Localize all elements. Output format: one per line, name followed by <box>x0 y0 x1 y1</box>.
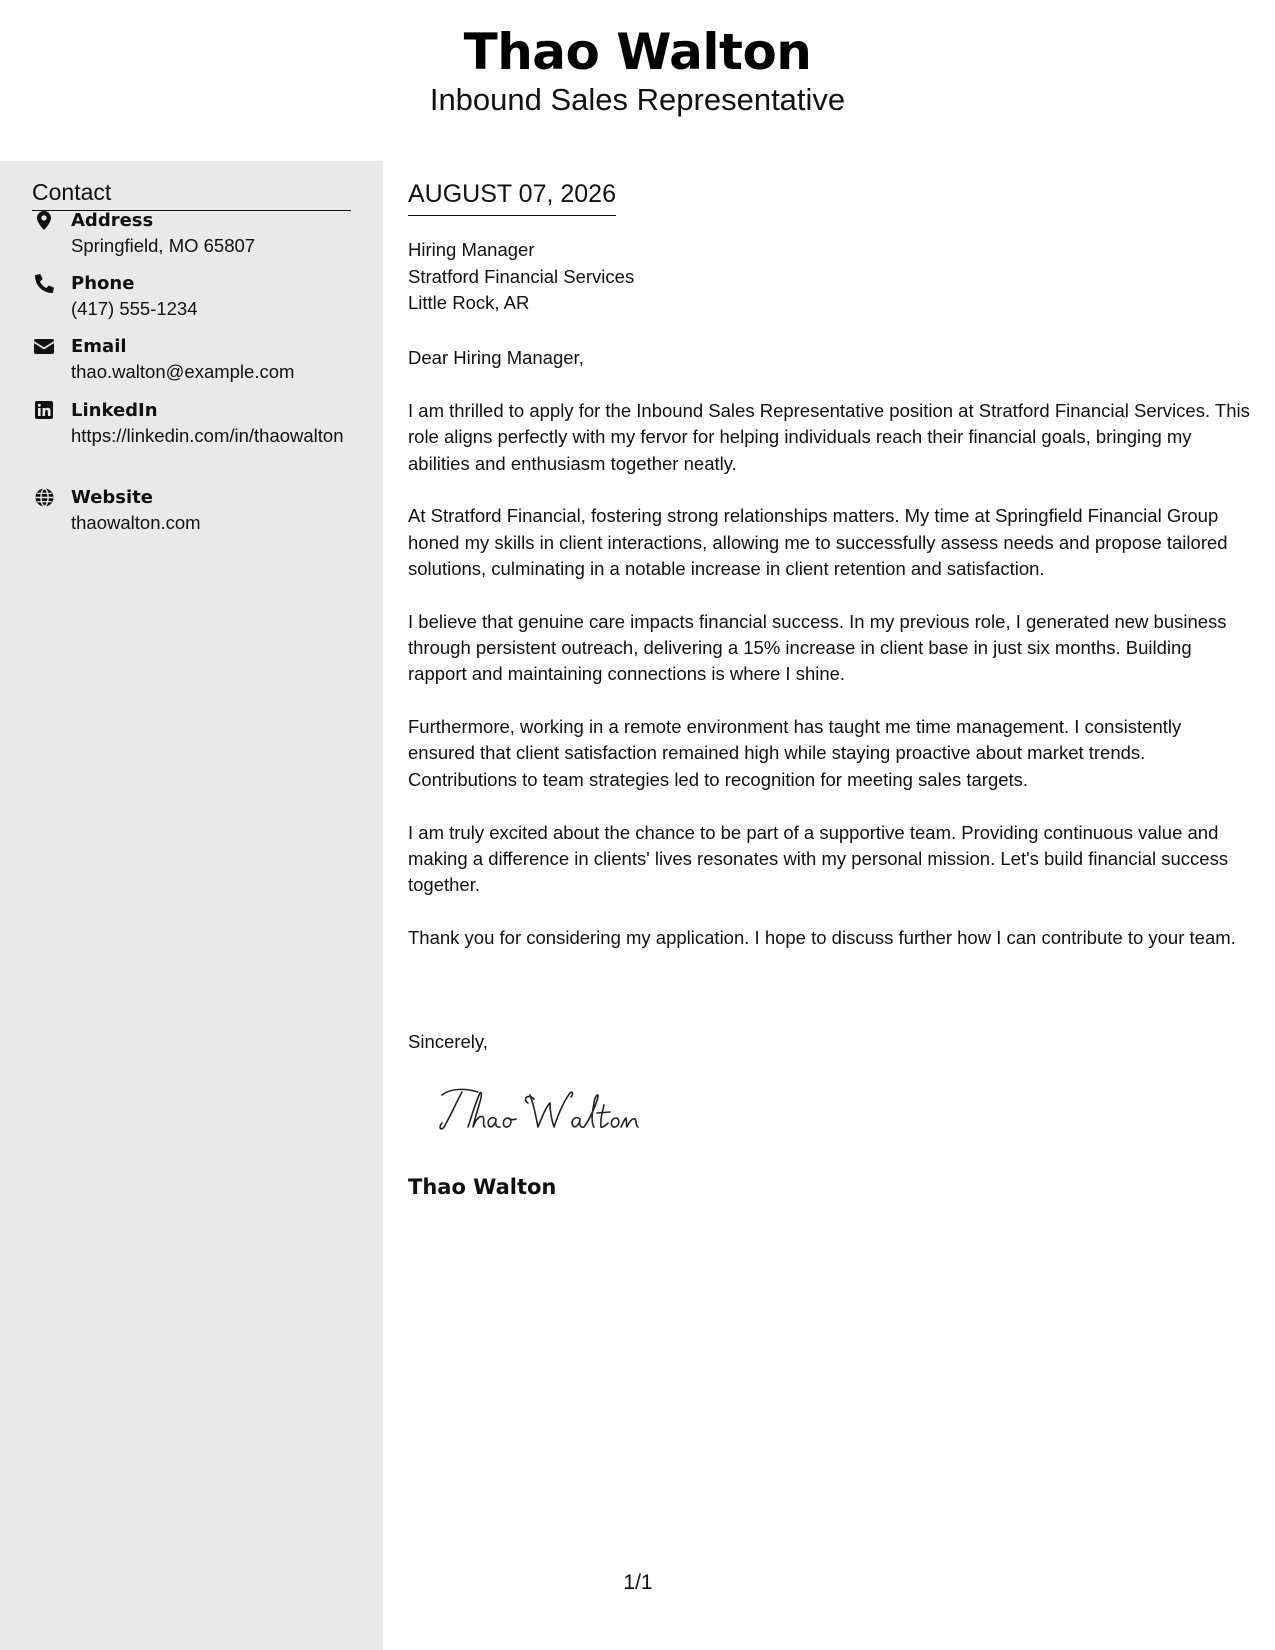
page-number: 1/1 <box>623 1571 653 1594</box>
letter-paragraphs <box>408 398 1253 978</box>
linkedin-value[interactable]: https://linkedin.com/in/thaowalton <box>71 425 344 446</box>
linkedin-icon <box>34 399 54 421</box>
letter-date: AUGUST 07, 2026 <box>408 179 616 216</box>
contact-label: Email <box>71 336 127 357</box>
paragraph: Furthermore, working in a remote environment has taught me time management. I consistently ensured that client satisfaction remained high while staying proactive about market trends. Contributions to team strategies led to recognition for meeting sales targets. <box>408 716 1182 790</box>
applicant-name: Thao Walton <box>463 23 812 81</box>
paragraph: I believe that genuine care impacts financial success. In my previous role, I generated new business through persistent outreach, delivering a 15% increase in client base in just six months. Building rapport and maintaining connections is where I shine. <box>408 610 1227 685</box>
phone-icon <box>34 272 54 294</box>
handwritten-signature <box>438 1083 643 1135</box>
address-value: Springfield, MO 65807 <box>71 235 256 256</box>
paragraph: Thank you for considering my application. I hope to discuss further how I can contribute to your team. <box>408 926 1236 948</box>
recipient-line: Hiring Manager <box>408 239 535 260</box>
signer-name: Thao Walton <box>408 1175 557 1199</box>
recipient-line: Stratford Financial Services <box>408 265 635 287</box>
email-value: thao.walton@example.com <box>71 361 295 382</box>
phone-value: (417) 555-1234 <box>71 298 198 319</box>
paragraph: I am truly excited about the chance to be part of a supportive team. Providing continuous value and making a difference in clients' lives resonates with my personal mission. Let's build financial success together. <box>408 821 1229 896</box>
contact-label: Address <box>71 210 154 231</box>
contact-sidebar <box>0 161 383 1650</box>
globe-icon <box>34 486 54 508</box>
applicant-title: Inbound Sales Representative <box>429 82 846 117</box>
recipient-line: Little Rock, AR <box>408 292 530 313</box>
envelope-icon <box>34 335 54 357</box>
paragraph: At Stratford Financial, fostering strong relationships matters. My time at Springfield Financial Group honed my skills in client interactions, allowing me to successfully assess needs and propose tailored solutions, culminating in a notable increase in client retention and satisfaction. <box>408 505 1228 579</box>
contact-label: LinkedIn <box>71 400 158 421</box>
map-pin-icon <box>34 209 54 231</box>
letter-header <box>0 0 1275 161</box>
closing: Sincerely, <box>408 1031 488 1052</box>
recipient-block <box>408 237 634 317</box>
contact-label: Phone <box>71 273 135 294</box>
website-value[interactable]: thaowalton.com <box>71 512 201 533</box>
salutation: Dear Hiring Manager, <box>408 347 584 368</box>
contact-label: Website <box>71 487 154 508</box>
contact-heading: Contact <box>32 177 351 211</box>
paragraph: I am thrilled to apply for the Inbound Sales Representative position at Stratford Financial Services. This role aligns perfectly with my fervor for helping individuals reach their financial goals, bringing my abilities and enthusiasm together neatly. <box>408 400 1250 474</box>
